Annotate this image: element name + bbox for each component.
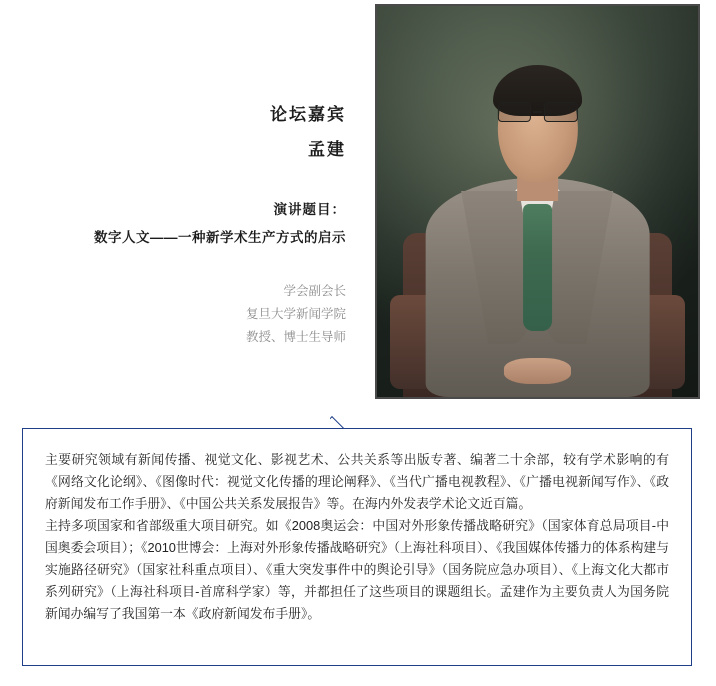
guest-label: 论坛嘉宾 [270, 105, 346, 124]
bio-callout-box [22, 428, 692, 666]
bio-paragraph-1: 主要研究领域有新闻传播、视觉文化、影视艺术、公共关系等出版专著、编著二十余部，较有学术影响的有《网络文化论纲》、《图像时代：视觉文化传播的理论阐释》、《当代广播电视教程》、《广播电视新闻写作》、《政府新闻发布工作手册》、《中国公共关系发展报告》等。在海内外发表学术论文近百篇。 [45, 452, 669, 511]
hands-shape [504, 358, 571, 384]
necktie-shape [523, 204, 552, 331]
affiliation-line: 教授、博士生导师 [245, 330, 346, 345]
glasses-lens-right [544, 102, 578, 122]
affiliation-line: 学会副会长 [283, 284, 346, 298]
speaker-info-block [36, 100, 346, 349]
suit-shape [425, 178, 650, 397]
glasses-lens-left [497, 102, 531, 122]
affiliation-list [36, 280, 346, 349]
speaker-portrait [375, 4, 700, 399]
topic-title: 数字人文——一种新学术生产方式的启示 [94, 230, 346, 245]
speaker-name: 孟建 [308, 140, 346, 159]
glasses-icon [497, 102, 577, 122]
callout-tail [330, 404, 356, 430]
bio-paragraph-2: 主持多项国家和省部级重大项目研究。如《2008奥运会：中国对外形象传播战略研究》（国家体育总局项目-中国奥委会项目）；《2010世博会：上海对外形象传播战略研究》（上海社科项目）、《我国媒体传播力的体系构建与实施路径研究》（国家社科重点项目）、《重大突发事件中的舆论引导》（国务院应急办项目）、《上海文化大都市系列研究》（上海社科项目-首席科学家）等，并都担任了这些项目的课题组长。孟建作为主要负责人为国务院新闻办编写了我国第一本《政府新闻发布手册》。 [45, 518, 669, 621]
glasses-bridge [533, 111, 543, 113]
topic-label: 演讲题目： [273, 202, 346, 217]
affiliation-line: 复旦大学新闻学院 [245, 307, 346, 322]
bio-text-container [23, 429, 691, 635]
